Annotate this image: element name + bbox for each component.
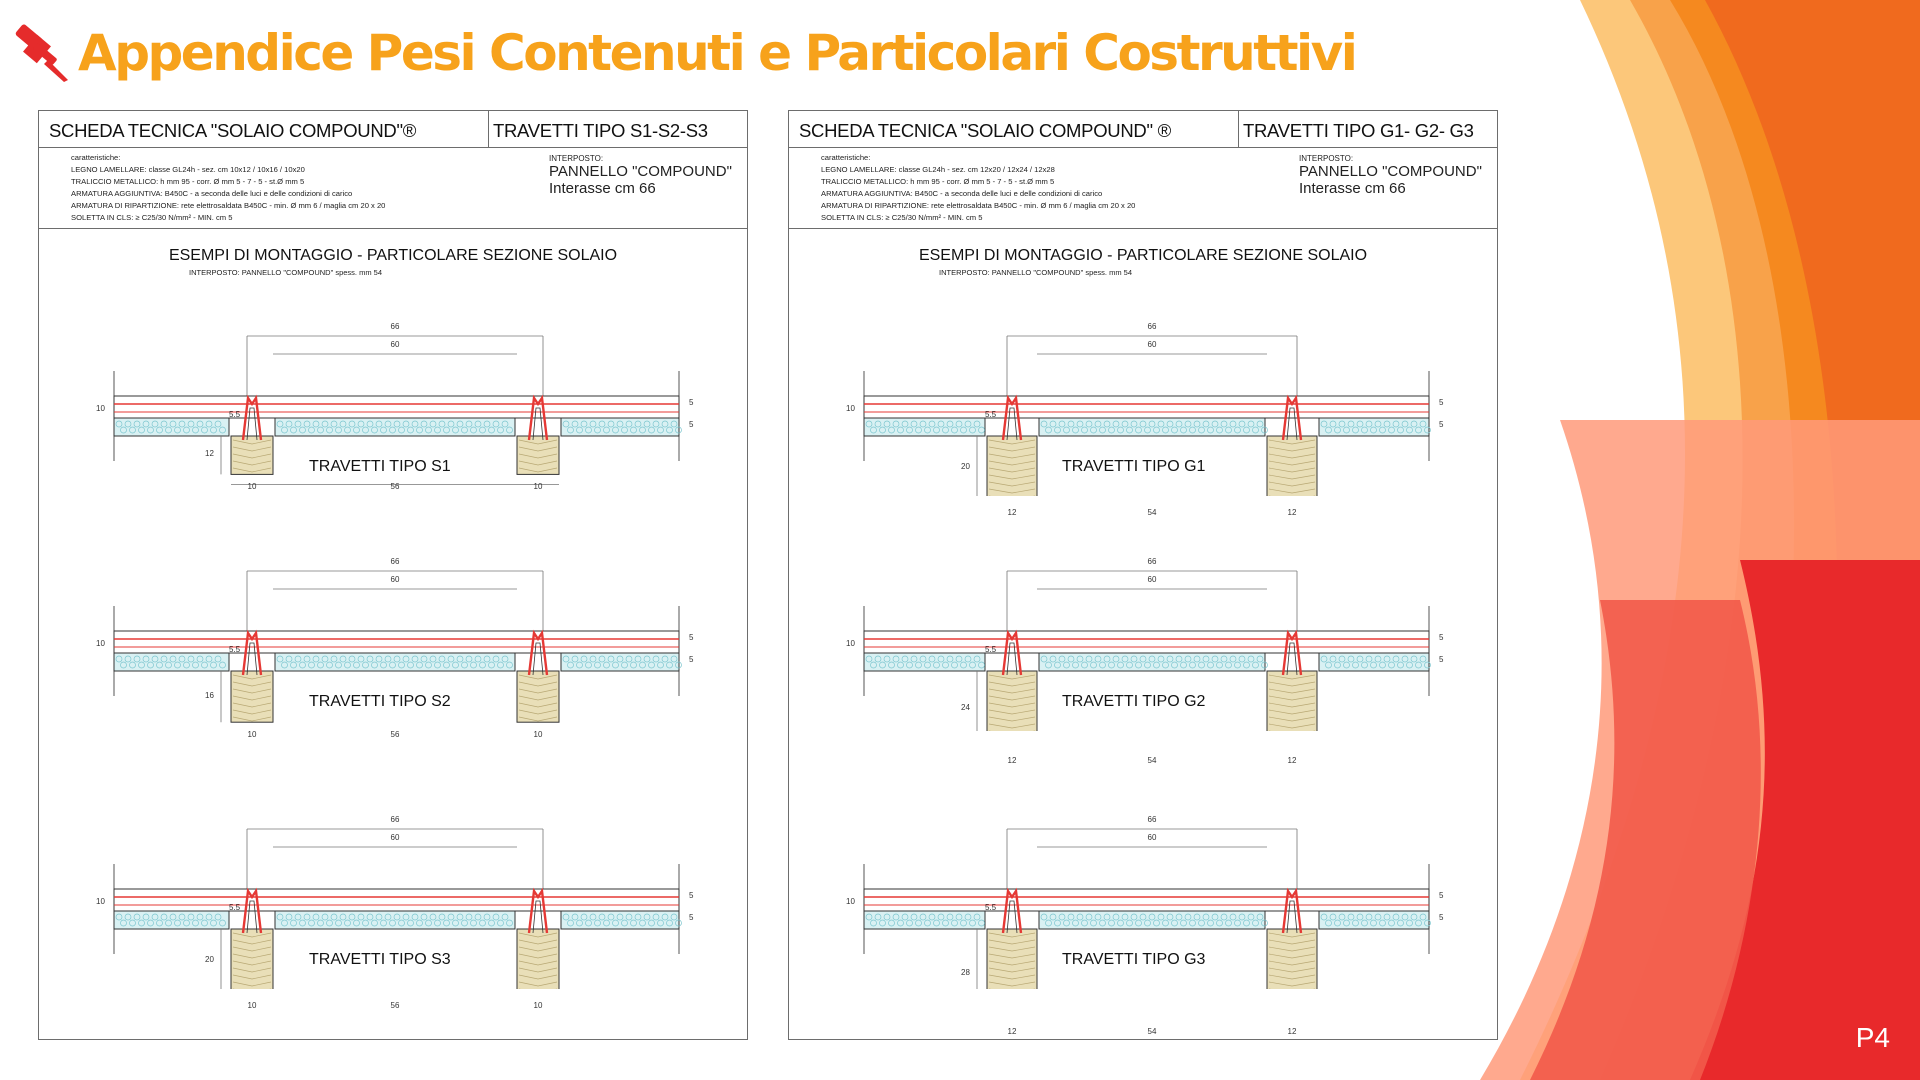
concrete-slab (864, 889, 1429, 911)
dim-inner: 60 (390, 575, 400, 584)
beam-width-left: 12 (1007, 1026, 1017, 1036)
concrete-slab (114, 889, 679, 911)
dim-top: 5 (689, 633, 694, 642)
spec-line: ARMATURA AGGIUNTIVA: B450C - a seconda delle luci e delle condizioni di carico (71, 188, 353, 198)
dim-total: 66 (390, 557, 400, 566)
concrete-slab (114, 631, 679, 653)
concrete-slab (864, 631, 1429, 653)
diagram-label: TRAVETTI TIPO G1 (1062, 458, 1206, 475)
dim-total: 66 (1147, 815, 1157, 824)
dim-bottom: 5 (689, 913, 694, 922)
spec-line: caratteristiche: (821, 153, 871, 162)
sheet-type-label: TRAVETTI TIPO G1- G2- G3 (1243, 120, 1474, 141)
dim-bottom: 5 (1439, 913, 1444, 922)
dim-top: 5 (1439, 398, 1444, 407)
timber-beam (987, 929, 1037, 989)
sheet-title: SCHEDA TECNICA "SOLAIO COMPOUND"® (39, 111, 489, 147)
dim-bottom: 5 (1439, 655, 1444, 664)
page-number: P4 (1855, 1022, 1890, 1053)
diagram-label: TRAVETTI TIPO S2 (309, 693, 451, 710)
beam-spacing: 54 (1147, 508, 1157, 517)
spec-line: ARMATURA DI RIPARTIZIONE: rete elettrosaldata B450C - min. Ø mm 6 / maglia cm 20 x 20 (821, 200, 1136, 210)
dim-total: 66 (1147, 322, 1157, 331)
dim-left: 10 (846, 897, 855, 906)
timber-beam (231, 929, 273, 989)
beam-width-left: 12 (1007, 508, 1017, 517)
dim-top: 5 (689, 398, 694, 407)
dim-total: 66 (390, 322, 400, 331)
spec-lines (821, 152, 1135, 223)
page-title: Appendice Pesi Contenuti e Particolari Costruttivi (78, 24, 1356, 82)
timber-beam (1267, 671, 1317, 731)
dim-small: 5.5 (985, 903, 997, 912)
timber-beam (517, 929, 559, 989)
diagram-label: TRAVETTI TIPO S3 (309, 951, 451, 968)
dim-top: 5 (689, 891, 694, 900)
beam-width-left: 10 (247, 1001, 257, 1010)
dim-top: 5 (1439, 891, 1444, 900)
diagram-label: TRAVETTI TIPO G3 (1062, 951, 1206, 968)
section-subtitle: INTERPOSTO: PANNELLO "COMPOUND" spess. mm 54 (939, 268, 1133, 277)
spec-line: LEGNO LAMELLARE: classe GL24h - sez. cm 12x20 / 12x24 / 12x28 (821, 164, 1055, 174)
spec-line: SOLETTA IN CLS: ≥ C25/30 N/mm² - MIN. cm 5 (821, 212, 983, 222)
beam-width-left: 10 (247, 730, 257, 740)
panel-label: PANNELLO "COMPOUND" (549, 163, 732, 180)
interasse-label: Interasse cm 66 (549, 180, 656, 197)
dim-left: 10 (846, 404, 855, 413)
concrete-slab (864, 396, 1429, 418)
interposto-block (549, 154, 732, 197)
sheet-type-label: TRAVETTI TIPO S1-S2-S3 (493, 120, 708, 141)
section-diagram (789, 541, 1499, 765)
beam-height: 28 (961, 967, 970, 977)
beam-height: 24 (961, 703, 970, 713)
section-title: ESEMPI DI MONTAGGIO - PARTICOLARE SEZIONE SOLAIO (168, 247, 618, 264)
interasse-label: Interasse cm 66 (1299, 180, 1406, 197)
panel-label: PANNELLO "COMPOUND" (1299, 163, 1482, 180)
spec-line: SOLETTA IN CLS: ≥ C25/30 N/mm² - MIN. cm 5 (71, 212, 233, 222)
spec-block (39, 148, 747, 229)
pushpin-icon (10, 20, 72, 87)
timber-beam (1267, 436, 1317, 496)
spec-line: ARMATURA DI RIPARTIZIONE: rete elettrosaldata B450C - min. Ø mm 6 / maglia cm 20 x 20 (71, 200, 386, 210)
diagram-label: TRAVETTI TIPO S1 (309, 458, 451, 475)
beam-height: 12 (205, 449, 214, 459)
dim-small: 5.5 (229, 645, 241, 654)
dim-small: 5.5 (985, 410, 997, 419)
dim-bottom: 5 (1439, 420, 1444, 429)
beam-width-left: 10 (247, 482, 257, 492)
technical-sheet-g (788, 110, 1498, 1040)
beam-width-right: 10 (533, 730, 543, 740)
sheet-header (789, 111, 1497, 148)
dim-left: 10 (846, 639, 855, 648)
interposto-label: INTERPOSTO: (549, 154, 604, 163)
dim-total: 66 (390, 815, 400, 824)
dim-bottom: 5 (689, 420, 694, 429)
concrete-slab (114, 396, 679, 418)
dim-small: 5.5 (229, 410, 241, 419)
beam-height: 20 (961, 462, 970, 471)
beam-width-right: 10 (533, 1001, 543, 1010)
section-title: ESEMPI DI MONTAGGIO - PARTICOLARE SEZIONE SOLAIO (918, 247, 1368, 264)
timber-beam (987, 436, 1037, 496)
section-diagram (39, 306, 749, 496)
dim-left: 10 (96, 404, 105, 413)
interposto-label: INTERPOSTO: (1299, 154, 1354, 163)
section-diagram (789, 799, 1499, 1036)
dim-inner: 60 (1147, 833, 1157, 842)
dim-inner: 60 (1147, 340, 1157, 349)
beam-width-right: 12 (1287, 1026, 1297, 1036)
beam-width-left: 12 (1007, 755, 1017, 765)
timber-beam (987, 671, 1037, 731)
dim-inner: 60 (1147, 575, 1157, 584)
sheet-header (39, 111, 747, 148)
section-diagram (39, 541, 749, 740)
spec-line: TRALICCIO METALLICO: h mm 95 - corr. Ø mm 5 - 7 - 5 - st.Ø mm 5 (71, 176, 305, 186)
diagram-label: TRAVETTI TIPO G2 (1062, 693, 1206, 710)
dim-total: 66 (1147, 557, 1157, 566)
beam-spacing: 56 (390, 1001, 400, 1010)
dim-left: 10 (96, 639, 105, 648)
beam-width-right: 12 (1287, 755, 1297, 765)
section-diagram (789, 306, 1499, 517)
spec-line: caratteristiche: (71, 153, 121, 162)
title-bar (10, 18, 1355, 88)
sheet-title: SCHEDA TECNICA "SOLAIO COMPOUND" ® (789, 111, 1239, 147)
beam-spacing: 56 (390, 482, 400, 492)
spec-line: TRALICCIO METALLICO: h mm 95 - corr. Ø mm 5 - 7 - 5 - st.Ø mm 5 (821, 176, 1055, 186)
beam-spacing: 54 (1147, 755, 1157, 765)
technical-sheet-s (38, 110, 748, 1040)
spec-block (789, 148, 1497, 229)
timber-beam (1267, 929, 1317, 989)
spec-line: LEGNO LAMELLARE: classe GL24h - sez. cm 10x12 / 10x16 / 10x20 (71, 164, 305, 174)
interposto-block (1299, 154, 1482, 197)
dim-left: 10 (96, 897, 105, 906)
dim-inner: 60 (390, 833, 400, 842)
section-diagram (39, 799, 749, 1010)
beam-width-right: 12 (1287, 508, 1297, 517)
beam-spacing: 54 (1147, 1026, 1157, 1036)
dim-bottom: 5 (689, 655, 694, 664)
beam-height: 20 (205, 955, 214, 964)
spec-line: ARMATURA AGGIUNTIVA: B450C - a seconda delle luci e delle condizioni di carico (821, 188, 1103, 198)
section-subtitle: INTERPOSTO: PANNELLO "COMPOUND" spess. mm 54 (189, 268, 383, 277)
dim-top: 5 (1439, 633, 1444, 642)
dim-inner: 60 (390, 340, 400, 349)
spec-lines (71, 152, 385, 223)
dim-small: 5.5 (985, 645, 997, 654)
beam-width-right: 10 (533, 482, 543, 492)
dim-small: 5.5 (229, 903, 241, 912)
beam-spacing: 56 (390, 730, 400, 740)
beam-height: 16 (205, 690, 214, 700)
